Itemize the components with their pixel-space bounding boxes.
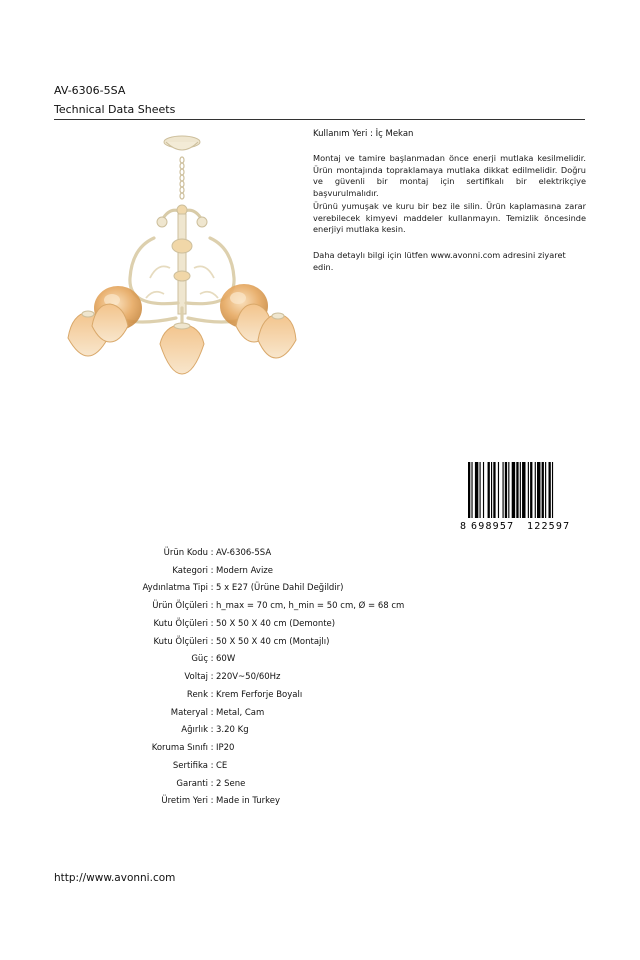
document-subtitle: Technical Data Sheets [54,103,176,116]
spec-label: Voltaj [184,672,208,683]
spec-label: Kutu Ölçüleri [153,618,208,629]
chandelier-image [58,128,298,378]
spec-separator: : [210,547,214,558]
spec-row [80,793,580,811]
barcode-bar [528,462,529,518]
spec-label: Üretim Yeri [161,796,208,807]
spec-label: Ağırlık [181,725,208,736]
spec-row [80,651,580,669]
cleaning-instructions: Ürünü yumuşak ve kuru bir bez ile silin. Ürün kaplamasına zarar verebilecek kimyevi maddeler kullanmayın. Temizlik öncesinde enerjiyi mutlaka kesin. [313,201,586,235]
spec-separator: : [210,654,214,665]
barcode-bar [480,462,481,518]
spec-value: IP20 [216,743,235,754]
barcode-bar [542,462,544,518]
barcode-bar [530,462,532,518]
spec-row [80,615,580,633]
spec-label: Koruma Sınıfı [151,743,208,754]
spec-label: Ürün Ölçüleri [152,601,208,612]
barcode-bar [512,462,515,524]
spec-label: Garanti [176,778,208,789]
barcode-bar [516,462,518,524]
product-code-header: AV-6306-5SA [54,84,126,97]
spec-value: 2 Sene [216,778,246,789]
specifications-table [80,544,580,810]
spec-separator: : [210,601,214,612]
spec-separator: : [210,689,214,700]
barcode-bar [537,462,540,518]
spec-value: 3.20 Kg [216,725,249,736]
barcode-bar [491,462,492,518]
barcode-right-digits: 122597 [527,521,571,532]
spec-row [80,544,580,562]
spec-separator: : [210,636,214,647]
more-info-note: Daha detaylı bilgi için lütfen www.avonni.com adresini ziyaret edin. [313,250,566,272]
spec-label: Kategori [172,565,208,576]
barcode-bar [471,462,472,524]
spec-separator: : [210,743,214,754]
spec-value: Metal, Cam [216,707,265,718]
barcode-image [458,462,586,532]
installation-warning: Montaj ve tamire başlanmadan önce enerji mutlaka kesilmelidir. Ürün montajında topraklamaya mutlaka dikkat edilmelidir. Doğru ve güvenli bir montaj için sertifikalı bir elektrikçiye başvurulmalıdır. [313,153,586,198]
spec-row [80,775,580,793]
barcode-left-digits: 698957 [471,521,515,532]
spec-value: Made in Turkey [216,796,280,807]
spec-value: Modern Avize [216,565,273,576]
spec-row [80,597,580,615]
spec-value: 60W [216,654,236,665]
spec-value: 5 x E27 (Ürüne Dahil Değildir) [216,583,344,594]
spec-separator: : [210,672,214,683]
spec-value: Krem Ferforje Boyalı [216,689,303,700]
spec-label: Materyal [170,707,208,718]
barcode-bar [535,462,536,518]
barcode-first-digit: 8 [460,521,467,532]
barcode-bar [498,462,499,518]
spec-separator: : [210,618,214,629]
spec-label: Renk [186,689,208,700]
spec-row [80,722,580,740]
spec-label: Kutu Ölçüleri [153,636,208,647]
spec-value: 50 X 50 X 40 cm (Demonte) [216,618,336,629]
spec-row [80,633,580,651]
spec-label: Güç [191,654,208,665]
spec-separator: : [210,583,214,594]
spec-label: Aydınlatma Tipi [142,583,208,594]
barcode-bar [493,462,495,518]
spec-separator: : [210,707,214,718]
website-url[interactable]: http://www.avonni.com [54,872,176,884]
barcode-bar [545,462,546,518]
barcode-bar [508,462,509,518]
spec-row [80,686,580,704]
spec-row [80,739,580,757]
spec-separator: : [210,778,214,789]
spec-separator: : [210,796,214,807]
barcode-bar [475,462,478,518]
spec-value: AV-6306-5SA [216,547,272,558]
barcode-bar [520,462,521,518]
barcode-bar [552,462,553,524]
spec-label: Ürün Kodu [163,547,208,558]
barcode-bar [468,462,470,524]
spec-value: 220V~50/60Hz [216,672,281,683]
barcode-bar [483,462,484,518]
spec-value: 50 X 50 X 40 cm (Montajlı) [216,636,330,647]
spec-row [80,668,580,686]
spec-label: Sertifika [172,760,208,771]
spec-row [80,757,580,775]
spec-separator: : [210,565,214,576]
spec-separator: : [210,760,214,771]
barcode-bar [503,462,504,518]
usage-location: Kullanım Yeri : İç Mekan [313,129,414,139]
spec-value: CE [216,760,228,771]
header-divider [54,119,585,120]
barcode-bar [522,462,525,518]
barcode-bar [505,462,507,518]
spec-value: h_max = 70 cm, h_min = 50 cm, Ø = 68 cm [216,601,405,612]
spec-row [80,562,580,580]
barcode-bar [549,462,551,518]
spec-row [80,704,580,722]
spec-separator: : [210,725,214,736]
barcode-bar [488,462,490,518]
spec-row [80,580,580,598]
